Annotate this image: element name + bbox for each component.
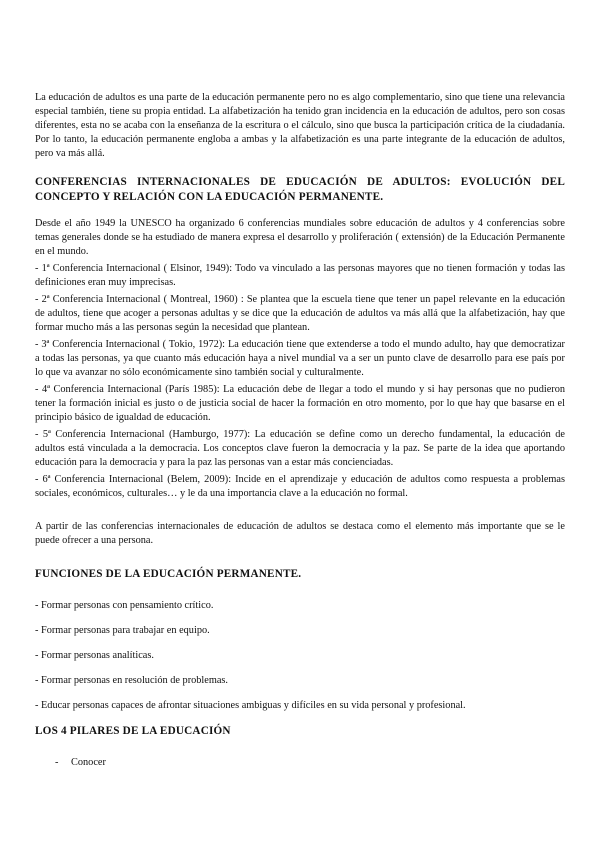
conference-item-6: - 6ª Conferencia Internacional (Belem, 2009): Incide en el aprendizaje y educación de adultos como respuesta a problemas sociales, económicos, culturales… y le da una importancia clave a la educación no formal. [35,474,565,499]
pillar-item-1 [35,756,565,770]
conference-item-2: - 2ª Conferencia Internacional ( Montreal, 1960) : Se plantea que la escuela tiene que tener un papel relevante en la educación de adultos, tiene que acoger a personas adultas y se dice que la educación de adultos va más allá que la alfabetización, hay que formar mucho más a las personas según la necesidad que plantean. [35,294,565,333]
conference-item-3: - 3ª Conferencia Internacional ( Tokio, 1972): La educación tiene que extenderse a todo el mundo adulto, hay que democratizar a todas las personas, ya que cuanto más educación haya a nivel mundial va a ser un punto clave de desarrollo para ese país por lo que va avanzar no sólo económicamente sino también social y culturalmente. [35,339,565,378]
pillar-bullet: - [55,757,59,768]
functions-heading: FUNCIONES DE LA EDUCACIÓN PERMANENTE. [35,568,302,580]
conferences-conclusion-paragraph: A partir de las conferencias internacionales de educación de adultos se destaca como el elemento más importante que se le puede ofrecer a una persona. [35,521,565,546]
function-item-4: - Formar personas en resolución de problemas. [35,675,229,686]
conference-item-1: - 1ª Conferencia Internacional ( Elsinor, 1949): Todo va vinculado a las personas mayores que no tienen formación y todas las definiciones eran muy imprecisas. [35,263,565,288]
pillar-item-label: Conocer [71,757,106,768]
conference-item-4: - 4ª Conferencia Internacional (París 1985): La educación debe de llegar a todo el mundo y si hay personas que no pudieron tener la formación inicial es justo o de justicia social de hacer la formación en otro momento, por lo que hay que basarse en el principio básico de igualdad de educación. [35,384,565,423]
function-item-2: - Formar personas para trabajar en equipo. [35,625,210,636]
pillars-heading: LOS 4 PILARES DE LA EDUCACIÓN [35,725,231,737]
conferences-lead-paragraph: Desde el año 1949 la UNESCO ha organizado 6 conferencias mundiales sobre educación de adultos y 4 conferencias sobre temas generales donde se ha estudiado de manera expresa el desarrollo y proliferación ( extensión) de la Educación Permanente en el mundo. [35,218,565,257]
function-item-3: - Formar personas analíticas. [35,650,154,661]
intro-paragraph: La educación de adultos es una parte de la educación permanente pero no es algo complementario, sino que tiene una relevancia especial también, tiene su propia entidad. La alfabetización ha tenido gran incidencia en la educación de adultos, pero son cosas diferentes, esta no se acaba con la enseñanza de la escritura o el cálculo, sino que busca la participación crítica de la ciudadanía. Por lo tanto, la educación permanente engloba a ambas y la alfabetización es una parte integrante de la educación de adultos, pero va más allá. [35,92,565,159]
document-page [35,91,565,770]
conference-item-5: - 5ª Conferencia Internacional (Hamburgo, 1977): La educación se define como un derecho fundamental, la educación de adultos está vinculada a la democracia. Los conceptos clave fueron la democracia y la paz. Se parte de la idea que aportando educación para la democracia y para la paz las personas van a estar más concienciadas. [35,429,565,468]
conferences-heading: CONFERENCIAS INTERNACIONALES DE EDUCACIÓN DE ADULTOS: EVOLUCIÓN DEL CONCEPTO Y RELACIÓN CON LA EDUCACIÓN PERMANENTE. [35,176,565,203]
function-item-1: - Formar personas con pensamiento crítico. [35,600,214,611]
function-item-5: - Educar personas capaces de afrontar situaciones ambiguas y difíciles en su vida personal y profesional. [35,700,466,711]
